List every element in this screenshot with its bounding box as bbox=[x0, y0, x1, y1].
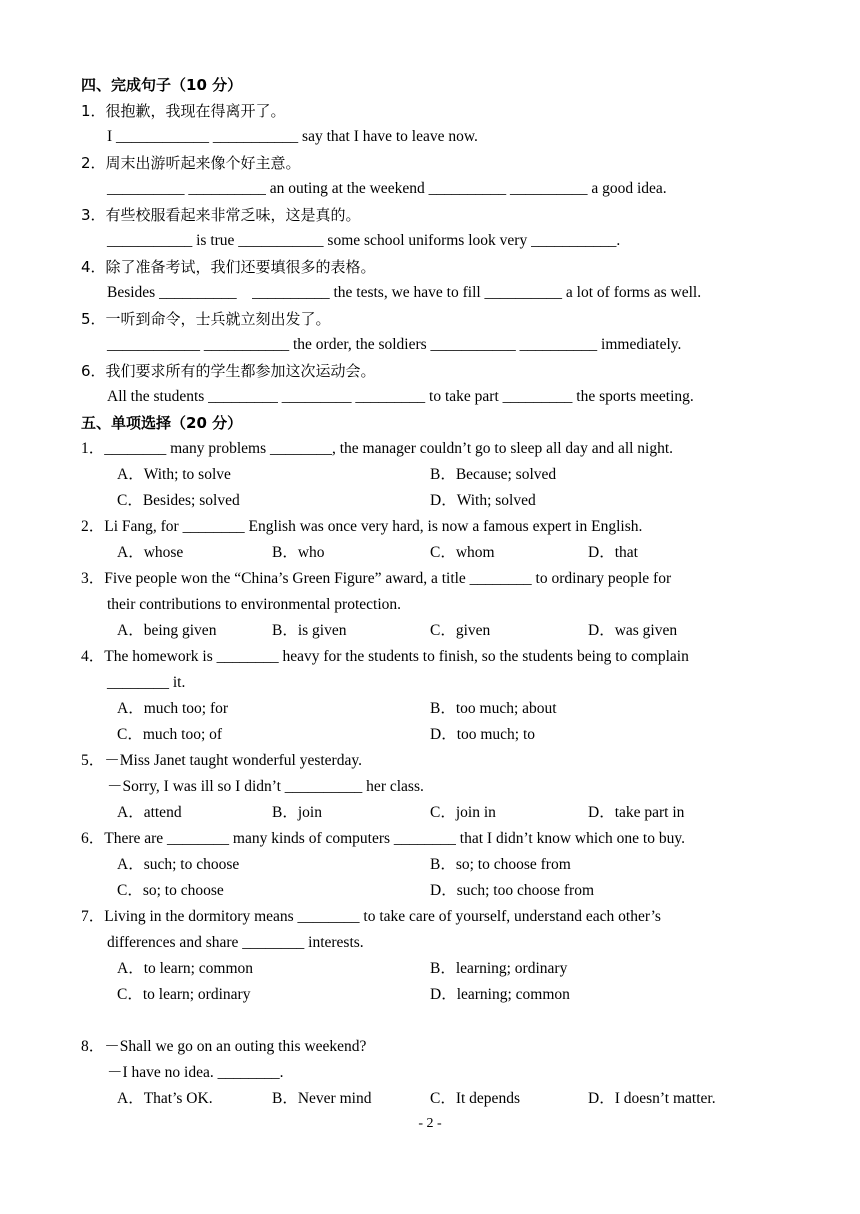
s5-q2-option-a: A．whose bbox=[117, 544, 184, 561]
s5-q4-option-a: A．much too; for bbox=[117, 700, 229, 717]
s5-q7-option-b: B．learning; ordinary bbox=[430, 960, 568, 977]
s5-q6-option-b: B．so; to choose from bbox=[430, 856, 571, 873]
s5-q1-stem: 1．________ many problems ________, the manager couldn’t go to sleep all day and all night. bbox=[81, 440, 674, 457]
page-number: - 2 - bbox=[418, 1116, 442, 1131]
s5-q5-option-d: D．take part in bbox=[588, 804, 685, 821]
s5-q7-stem-line2: differences and share ________ interests. bbox=[107, 934, 364, 951]
s5-q1-option-c: C．Besides; solved bbox=[117, 492, 240, 509]
s5-q5-option-c: C．join in bbox=[430, 804, 496, 821]
s5-q3-option-d: D．was given bbox=[588, 622, 678, 639]
s4-q3-chinese: 3．有些校服看起来非常乏味，这是真的。 bbox=[81, 206, 361, 224]
s5-q7-option-a: A．to learn; common bbox=[117, 960, 254, 977]
s4-q1-chinese: 1．很抱歉，我现在得离开了。 bbox=[81, 102, 286, 120]
s5-q3-stem-line2: their contributions to environmental protection. bbox=[107, 596, 402, 613]
s5-q3-option-c: C．given bbox=[430, 622, 491, 639]
s5-q3-option-b: B．is given bbox=[272, 622, 347, 639]
s4-q3-english: ___________ is true ___________ some school uniforms look very ___________. bbox=[107, 232, 621, 249]
s5-q4-option-c: C．much too; of bbox=[117, 726, 223, 743]
s5-q8-option-d: D．I doesn’t matter. bbox=[588, 1090, 716, 1107]
s5-q1-option-a: A．With; to solve bbox=[117, 466, 231, 483]
s4-q2-chinese: 2．周末出游听起来像个好主意。 bbox=[81, 154, 301, 172]
s5-q8-stem-line2: －I have no idea. ________. bbox=[107, 1064, 284, 1081]
section-4-title: 四、完成句子（10 分） bbox=[81, 76, 243, 94]
s5-q7-option-c: C．to learn; ordinary bbox=[117, 986, 251, 1003]
s5-q4-option-d: D．too much; to bbox=[430, 726, 536, 743]
s5-q8-stem-line1: 8．－Shall we go on an outing this weekend? bbox=[81, 1038, 367, 1055]
s5-q6-stem: 6．There are ________ many kinds of computers ________ that I didn’t know which one to buy. bbox=[81, 830, 685, 847]
s5-q6-option-d: D．such; too choose from bbox=[430, 882, 595, 899]
s5-q8-option-c: C．It depends bbox=[430, 1090, 520, 1107]
s5-q2-option-c: C．whom bbox=[430, 544, 495, 561]
s5-q6-option-c: C．so; to choose bbox=[117, 882, 224, 899]
s5-q5-stem-line1: 5．－Miss Janet taught wonderful yesterday. bbox=[81, 752, 362, 769]
s5-q4-stem-line1: 4．The homework is ________ heavy for the students to finish, so the students being to complain bbox=[81, 648, 689, 665]
s4-q5-english: ____________ ___________ the order, the soldiers ___________ __________ immediately. bbox=[107, 336, 682, 353]
s4-q4-chinese: 4．除了准备考试，我们还要填很多的表格。 bbox=[81, 258, 376, 276]
section-5-title: 五、单项选择（20 分） bbox=[81, 414, 243, 432]
s4-q5-chinese: 5．一听到命令，士兵就立刻出发了。 bbox=[81, 310, 331, 328]
s5-q4-stem-line2: ________ it. bbox=[107, 674, 186, 691]
s4-q6-english: All the students _________ _________ _________ to take part _________ the sports meeting. bbox=[107, 388, 694, 405]
s4-q4-english: Besides __________ __________ the tests, we have to fill __________ a lot of forms as well. bbox=[107, 284, 702, 301]
s5-q5-stem-line2: －Sorry, I was ill so I didn’t __________ her class. bbox=[107, 778, 424, 795]
s5-q7-stem-line1: 7．Living in the dormitory means ________ to take care of yourself, understand each other’s bbox=[81, 908, 661, 925]
s5-q8-option-b: B．Never mind bbox=[272, 1090, 372, 1107]
s5-q3-stem-line1: 3．Five people won the “China’s Green Figure” award, a title ________ to ordinary people for bbox=[81, 570, 672, 587]
s4-q6-chinese: 6．我们要求所有的学生都参加这次运动会。 bbox=[81, 362, 376, 380]
s4-q1-english: I ____________ ___________ say that I have to leave now. bbox=[107, 128, 478, 145]
s5-q3-option-a: A．being given bbox=[117, 622, 217, 639]
s5-q4-option-b: B．too much; about bbox=[430, 700, 557, 717]
s4-q2-english: __________ __________ an outing at the weekend __________ __________ a good idea. bbox=[107, 180, 667, 197]
s5-q2-option-b: B．who bbox=[272, 544, 325, 561]
s5-q1-option-b: B．Because; solved bbox=[430, 466, 557, 483]
s5-q5-option-b: B．join bbox=[272, 804, 322, 821]
s5-q6-option-a: A．such; to choose bbox=[117, 856, 240, 873]
s5-q5-option-a: A．attend bbox=[117, 804, 182, 821]
s5-q8-option-a: A．That’s OK. bbox=[117, 1090, 213, 1107]
s5-q2-stem: 2．Li Fang, for ________ English was once very hard, is now a famous expert in English. bbox=[81, 518, 643, 535]
s5-q2-option-d: D．that bbox=[588, 544, 638, 561]
s5-q1-option-d: D．With; solved bbox=[430, 492, 536, 509]
s5-q7-option-d: D．learning; common bbox=[430, 986, 570, 1003]
